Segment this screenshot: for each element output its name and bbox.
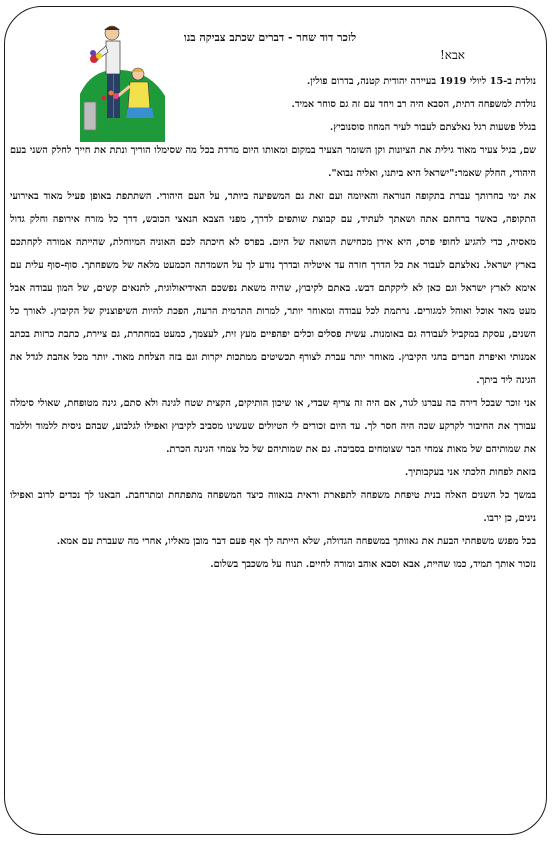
paragraph: נזכור אותך תמיד, כמו שהיית, אבא וסבא אוהב ומורה לחיים. תנוח על משכבך בשלום. [210, 559, 536, 570]
letter-title: לזכר דוד שחר - דברים שכתב צביקה בנו [183, 31, 357, 44]
paragraph: במשך כל השנים האלה בנית טיפחת משפחה לתפארת וראית בגאווה כיצד המשפחה מתפתחת ומתרחבת. הבאנו לך נכדים לרוב ואפילו נינים, כן ירבו. [10, 490, 536, 524]
paragraph: נולדת למשפחה דתית, הסבא היה רב ויחד עם זה גם סוחר אמיד. [291, 99, 536, 110]
paragraph: את ימי בחרותך עברת בתקופה הנוראה והאיומה ועם זאת גם המשפיעה ביותר, על העם היהודי. השתתפת באופן פעיל מאוד באירועי התקופה, כאשר ברחתם אתה ושאתך לעתיד, עם קבוצת שותפים לדרך, מפני הצבא הנאצי הכובש, דרך כל מזרח אירופה וחלק גדול מאסיה, כדי להגיע לחופי פרס, היא אירן מכחישת השואה של היום. בפרס לא חיכתה לכם האוניה המיוחלת, שהייתה אמורה לקחתכם בארץ ישראל. נאלצתם לעבור את כל הדרך חזרה עד איטליה ובדרך נודע לך על השמדתה הכמעט מלאה של משפחתך. סוף-סוף עלית עם אימא לארץ ישראל וגם כאן לא ליקקתם דבש. באתם לקיבוץ, שהיה משאת נפשכם האידיאולוגית, לתנאים קשים, של המון עבודה אבל מעט מאד אוכל ואוהל למגורים. נרתמת לכל עבודה ומאוחר יותר, למרות התדמית הרעה, הפכת להיות השיפוצניק של הקיבוץ. לאורך כל השנים, עסקת במקביל לעבודה גם באומנות. עשית פסלים וכלים יפהפיים מעץ זית, לעצמך, כמעט במחתרת, גם ציירת, כתבת כרזות בכתב אמנותי ואיפרת חברים בחגי הקיבוץ. מאוחר יותר עברת לצורף תכשיטים ממתכות יקרות וגם בזה הצלחת מאוד. יותר מכל אהבת לגדל את הגינה ליד ביתך. [10, 191, 536, 386]
paragraph: שם, בגיל צעיר מאוד גילית את הציונות וקן השומר הצעיר במקום ומאותו היום מרדת בכל מה שסימלו הוריך ונתת את חייך לחלק השני בעם היהודי, החלק שאמר:"ישראל היא ביתנו, ואליה נבוא". [10, 145, 536, 179]
paragraph: נולדת ב-15 ליולי 1919 בעיירה יהודית קטנה, בדרום פולין. [306, 76, 536, 87]
letter-body [10, 70, 536, 576]
greeting: אבא! [439, 48, 465, 62]
paragraph: בגלל פשעות רגל נאלצתם לעבור לעיר המחוז סוסנוביץ. [329, 122, 536, 133]
paragraph: אני זוכר שבכל דירה בה עברנו לגור, אם היה זה צריף שבדי, או שיכון הותיקים, הקצית שטח לגינה ולא סתם, גינה מטופחת, שאולי סימלה עבורך את החיבור לקרקע שכה היה חסר לך. עד היום זכורים לי הטיולים שעשינו מסביב לקיבוץ ואפילו לגלבוע, שבהם ניסית ללמוד וללמד את שמותיהם של מאות צמחי הבר שצומחים בסביבה. גם את שמותיהם של כל צמחי הגינה הכרת. [10, 398, 536, 455]
paragraph: בזאת לפחות הלכתי אני בעקבותיך. [404, 467, 536, 478]
paragraph: בכל מפגש משפחתי הבעת את גאוותך במשפחה הגדולה, שלא הייתה לך אף פעם דבר מובן מאליו, אחרי מה שעברת עם אמא. [56, 536, 536, 547]
